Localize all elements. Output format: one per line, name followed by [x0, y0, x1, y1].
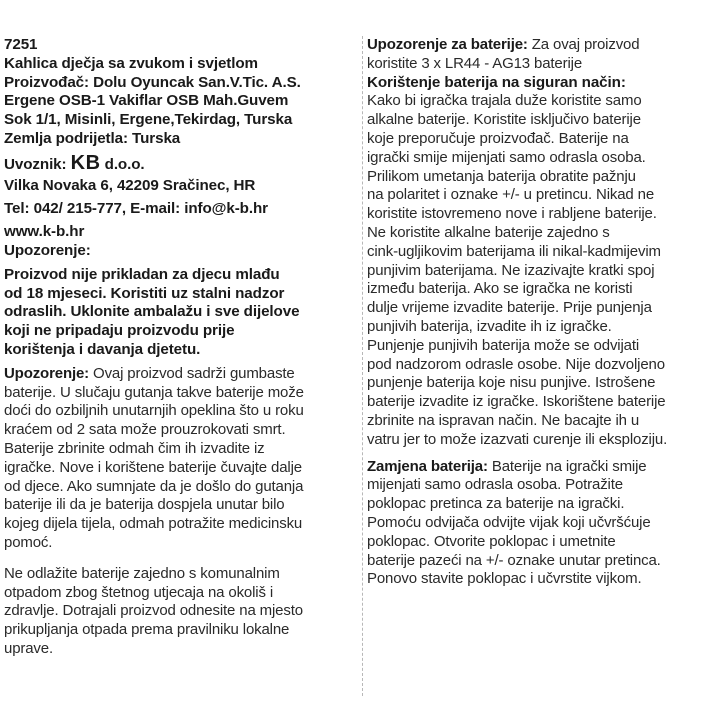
website: www.k-b.hr: [4, 223, 85, 241]
safe-use-heading: Korištenje baterija na siguran način:: [367, 73, 626, 91]
manufacturer-block: [4, 74, 362, 130]
product-code: 7251: [4, 36, 38, 53]
button-battery-first-text: Ovaj proizvod sadrži gumbaste: [89, 364, 295, 382]
warning-heading: Upozorenje:: [4, 241, 91, 259]
child-warning-line: odraslih. Uklonite ambalažu i sve dijelove: [4, 303, 300, 321]
column-divider: [362, 36, 364, 696]
safe-use-line: Prilikom umetanja baterija obratite pažnju: [367, 167, 636, 185]
safe-use-line: baterije izvadite iz igračke. Iskorištene baterije: [367, 393, 666, 411]
replacement-line: mijenjati samo odrasla osoba. Potražite: [367, 476, 623, 494]
button-battery-warning: [4, 365, 362, 553]
safe-use-line: igrački smije mijenjati samo odrasla osoba.: [367, 148, 646, 166]
safe-use-line: dulje vrijeme izvadite baterije. Prije punjenja: [367, 299, 652, 317]
disposal-line: prikupljanja otpada prema pravilniku lokalne: [4, 621, 290, 639]
button-battery-line: baterije ili da je baterija dospjela unutar bilo: [4, 496, 285, 514]
button-battery-line: kojeg dijela tijela, odmah potražite medicinsku: [4, 515, 303, 533]
replacement-line: [367, 458, 717, 477]
safe-use-line: punjivim baterijama. Ne izazivajte kratki spoj: [367, 261, 655, 279]
importer-address: Vilka Novaka 6, 42209 Sračinec, HR: [4, 176, 256, 194]
safe-use-line: zbrinite na ispravan način. Ne bacajte ih u: [367, 411, 640, 429]
safe-use-block: [367, 92, 717, 449]
safe-use-line: Kako bi igračka trajala duže koristite samo: [367, 92, 642, 110]
manufacturer-line: Proizvođač: Dolu Oyuncak San.V.Tic. A.S.: [4, 73, 301, 91]
button-battery-label: Upozorenje:: [4, 364, 90, 382]
button-battery-line: igračke. Nove i korištene baterije čuvajte dalje: [4, 458, 302, 476]
disposal-line: otpadom zbog štetnog utjecaja na okoliš i: [4, 583, 274, 601]
safe-use-line: alkalne baterije. Koristite isključivo baterije: [367, 111, 641, 129]
replacement-line: poklopac pretinca za baterije na igrački.: [367, 495, 625, 513]
kb-logo: KB: [70, 151, 101, 174]
disposal-line: Ne odlažite baterije zajedno s komunalnim: [4, 564, 280, 582]
replacement-line: baterije pazeći na +/- oznake unutar pretinca.: [367, 551, 661, 569]
safe-use-line: Punjenje punjivih baterija može se odvijati: [367, 336, 640, 354]
disposal-line: zdravlje. Dotrajali proizvod odnesite na mjesto: [4, 602, 303, 620]
battery-replacement-block: [367, 458, 717, 590]
battery-type-block: [367, 36, 717, 74]
battery-type-line: koristite 3 x LR44 - AG13 baterije: [367, 54, 583, 72]
button-battery-line: baterije. U slučaju gutanja takve baterije može: [4, 383, 304, 401]
product-title: Kahlica dječja sa zvukom i svjetlom: [4, 54, 258, 72]
child-warning-line: od 18 mjeseci. Koristiti uz stalni nadzor: [4, 284, 285, 302]
button-battery-line: od djece. Ako sumnjate da je došlo do gutanja: [4, 477, 304, 495]
replacement-line: Pomoću odvijača odvijte vijak koji učvršćuje: [367, 513, 651, 531]
battery-type-label: Upozorenje za baterije:: [367, 36, 528, 53]
disposal-block: [4, 565, 362, 659]
safe-use-line: na polaritet i oznake +/- u pretincu. Nikad ne: [367, 186, 655, 204]
battery-type-first-text: Za ovaj proizvod: [527, 36, 640, 53]
battery-type-line: [367, 36, 717, 55]
country-of-origin: Zemlja podrijetla: Turska: [4, 129, 181, 147]
disposal-line: uprave.: [4, 639, 53, 657]
button-battery-line: Baterije zbrinite odmah čim ih izvadite iz: [4, 439, 265, 457]
safe-use-line: cink-ugljikovim baterijama ili nikal-kadmijevim: [367, 242, 661, 260]
child-warning-block: [4, 266, 362, 360]
button-battery-line: pomoć.: [4, 533, 53, 551]
replacement-line: poklopac. Otvorite poklopac i umetnite: [367, 532, 616, 550]
button-battery-line: doći do ozbiljnih unutarnjih opeklina što u roku: [4, 402, 304, 420]
replacement-line: Ponovo stavite poklopac i učvrstite vijkom.: [367, 570, 642, 588]
button-battery-line: kraćem od 2 sata može prouzrokovati smrt.: [4, 421, 286, 439]
importer-label: Uvoznik:: [4, 155, 67, 173]
safe-use-line: punjivih baterija, izvadite ih iz igračke.: [367, 317, 612, 335]
manufacturer-line: Sok 1/1, Misinli, Ergene,Tekirdag, Turska: [4, 111, 293, 129]
safe-use-line: Ne koristite alkalne baterije zajedno s: [367, 223, 610, 241]
safe-use-line: pod nadzorom odrasle osobe. Nije dozvoljeno: [367, 355, 665, 373]
button-battery-line: [4, 365, 362, 384]
right-column: [367, 36, 717, 589]
contact-info: Tel: 042/ 215-777, E-mail: info@k-b.hr: [4, 200, 268, 218]
replacement-label: Zamjena baterija:: [367, 457, 488, 475]
safe-use-line: koristite istovremeno nove i rabljene baterije.: [367, 205, 657, 223]
left-column: [4, 36, 362, 659]
safe-use-line: punjenje baterija koje nisu punjive. Istrošene: [367, 374, 656, 392]
child-warning-line: koji ne pripadaju proizvodu prije: [4, 322, 235, 340]
child-warning-line: Proizvod nije prikladan za djecu mlađu: [4, 265, 280, 283]
safe-use-line: vatru jer to može izazvati curenje ili eksploziju.: [367, 430, 668, 448]
importer-name: d.o.o.: [104, 155, 145, 173]
child-warning-line: korištenja i davanja djetetu.: [4, 340, 201, 358]
replacement-first-text: Baterije na igrački smije: [487, 457, 647, 475]
manufacturer-line: Ergene OSB-1 Vakiflar OSB Mah.Guvem: [4, 92, 289, 110]
safe-use-line: koje preporučuje proizvođač. Baterije na: [367, 129, 629, 147]
importer-line: [4, 151, 362, 175]
safe-use-line: između baterija. Ako se igračka ne koristi: [367, 280, 633, 298]
